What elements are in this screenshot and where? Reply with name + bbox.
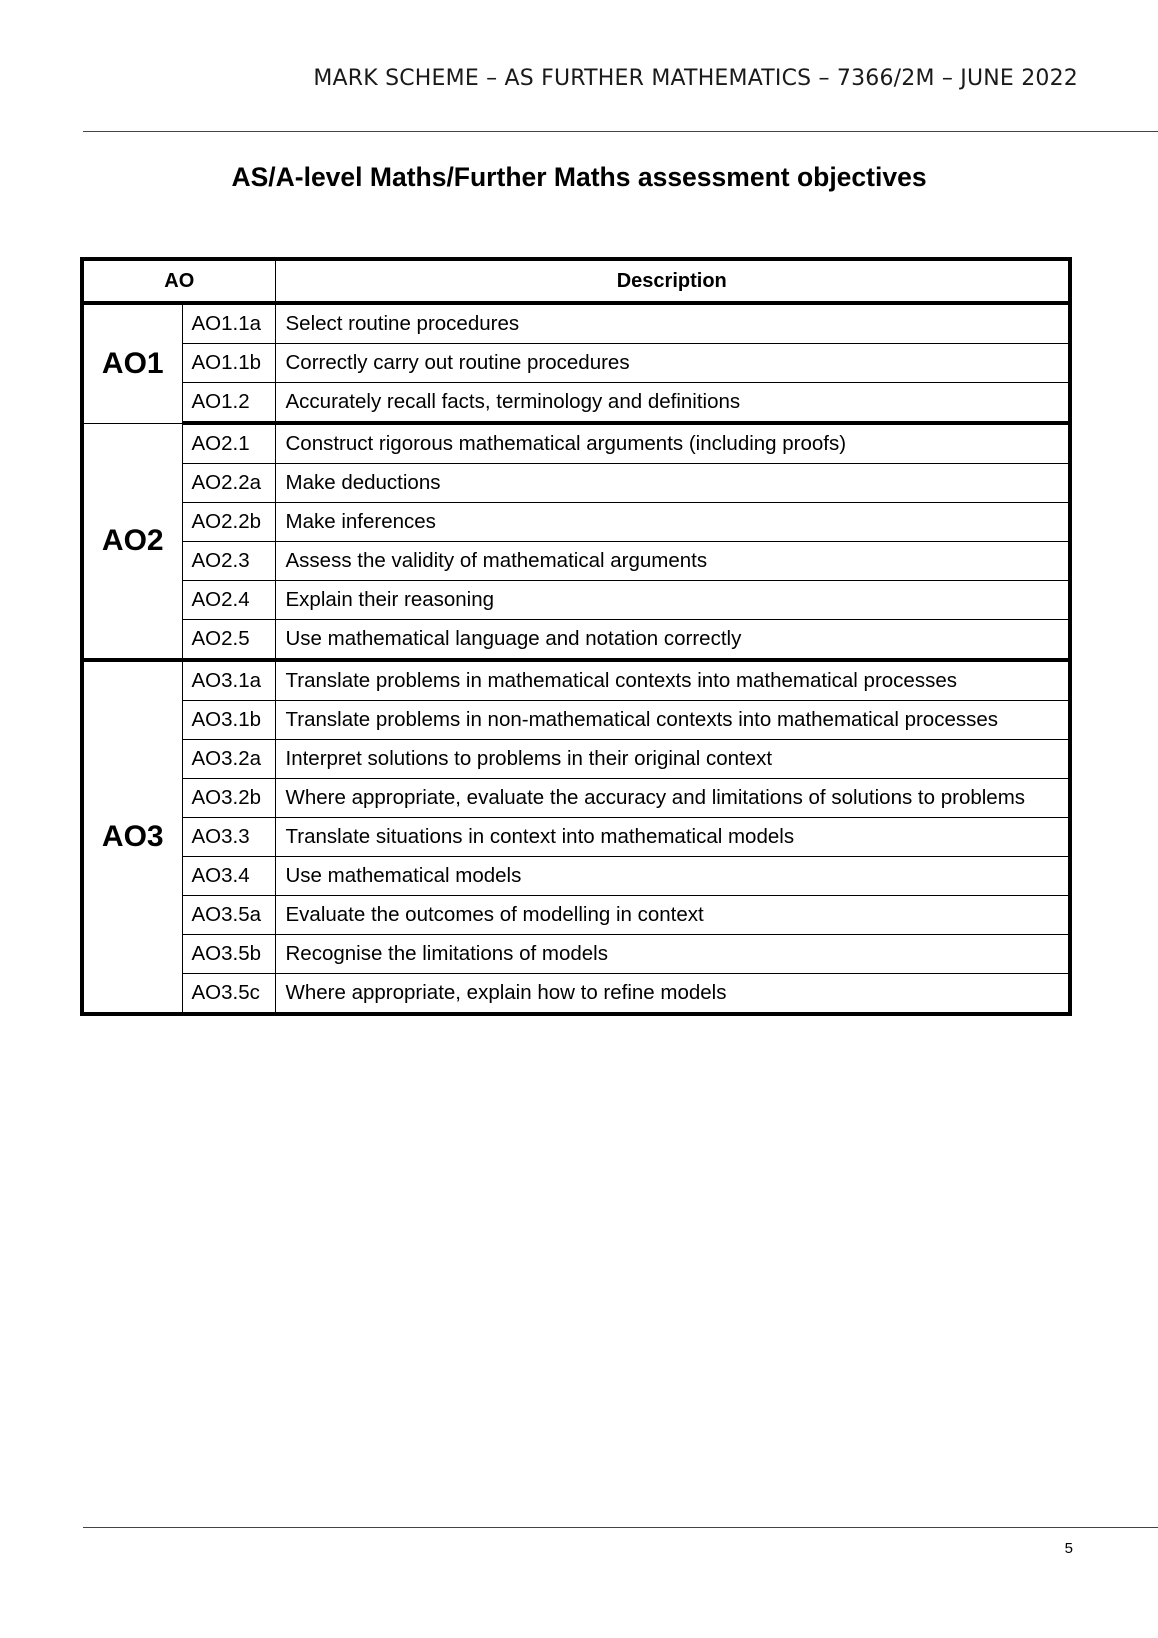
ao-code: AO3.3: [182, 818, 275, 857]
page-title: AS/A-level Maths/Further Maths assessment objectives: [231, 162, 927, 192]
ao-code: AO3.5b: [182, 935, 275, 974]
table-row: [82, 383, 1070, 424]
ao-code: AO1.1a: [182, 303, 275, 344]
ao-description: Where appropriate, evaluate the accuracy and limitations of solutions to problems: [275, 779, 1070, 818]
ao-description: Correctly carry out routine procedures: [275, 344, 1070, 383]
table-row: [82, 660, 1070, 701]
ao-code: AO1.1b: [182, 344, 275, 383]
ao-description: Make deductions: [275, 464, 1070, 503]
table-row: [82, 818, 1070, 857]
table-row: [82, 542, 1070, 581]
ao-description: Interpret solutions to problems in their original context: [275, 740, 1070, 779]
table-row: [82, 740, 1070, 779]
ao-description: Where appropriate, explain how to refine models: [275, 974, 1070, 1015]
ao-description: Assess the validity of mathematical arguments: [275, 542, 1070, 581]
ao-description: Recognise the limitations of models: [275, 935, 1070, 974]
ao-description: Use mathematical models: [275, 857, 1070, 896]
table-row: [82, 581, 1070, 620]
table-row: [82, 779, 1070, 818]
ao-description: Translate problems in non-mathematical contexts into mathematical processes: [275, 701, 1070, 740]
ao-code: AO1.2: [182, 383, 275, 424]
table-row: [82, 857, 1070, 896]
ao-code: AO3.2a: [182, 740, 275, 779]
ao-code: AO3.4: [182, 857, 275, 896]
ao-code: AO2.3: [182, 542, 275, 581]
page-number: 5: [1064, 1540, 1073, 1557]
ao-code: AO3.2b: [182, 779, 275, 818]
group-label: AO1: [82, 303, 182, 423]
description-column-header: Description: [275, 259, 1070, 303]
ao-description: Use mathematical language and notation correctly: [275, 620, 1070, 661]
table-row: [82, 896, 1070, 935]
ao-description: Accurately recall facts, terminology and definitions: [275, 383, 1070, 424]
table-row: [82, 464, 1070, 503]
table-row: [82, 974, 1070, 1015]
ao-code: AO3.5c: [182, 974, 275, 1015]
ao-code: AO2.1: [182, 423, 275, 464]
ao-description: Translate situations in context into mathematical models: [275, 818, 1070, 857]
ao-description: Explain their reasoning: [275, 581, 1070, 620]
table-row: [82, 423, 1070, 464]
table-row: [82, 344, 1070, 383]
footer-rule: [83, 1527, 1158, 1528]
table-header-row: [82, 259, 1070, 303]
group-label: AO2: [82, 423, 182, 660]
ao-code: AO2.5: [182, 620, 275, 661]
ao-description: Construct rigorous mathematical arguments (including proofs): [275, 423, 1070, 464]
ao-description: Translate problems in mathematical contexts into mathematical processes: [275, 660, 1070, 701]
ao-code: AO3.5a: [182, 896, 275, 935]
table-row: [82, 303, 1070, 344]
table-row: [82, 701, 1070, 740]
page-header: MARK SCHEME – AS FURTHER MATHEMATICS – 7366/2M – JUNE 2022: [313, 66, 1078, 91]
ao-column-header: AO: [82, 259, 275, 303]
ao-description: Select routine procedures: [275, 303, 1070, 344]
ao-code: AO2.2a: [182, 464, 275, 503]
table-row: [82, 935, 1070, 974]
header-rule: [83, 131, 1158, 132]
ao-description: Evaluate the outcomes of modelling in context: [275, 896, 1070, 935]
table-row: [82, 503, 1070, 542]
assessment-objectives-table: [80, 257, 1072, 1016]
group-label: AO3: [82, 660, 182, 1014]
ao-code: AO2.2b: [182, 503, 275, 542]
ao-code: AO3.1a: [182, 660, 275, 701]
ao-code: AO2.4: [182, 581, 275, 620]
table-row: [82, 620, 1070, 661]
ao-description: Make inferences: [275, 503, 1070, 542]
ao-code: AO3.1b: [182, 701, 275, 740]
